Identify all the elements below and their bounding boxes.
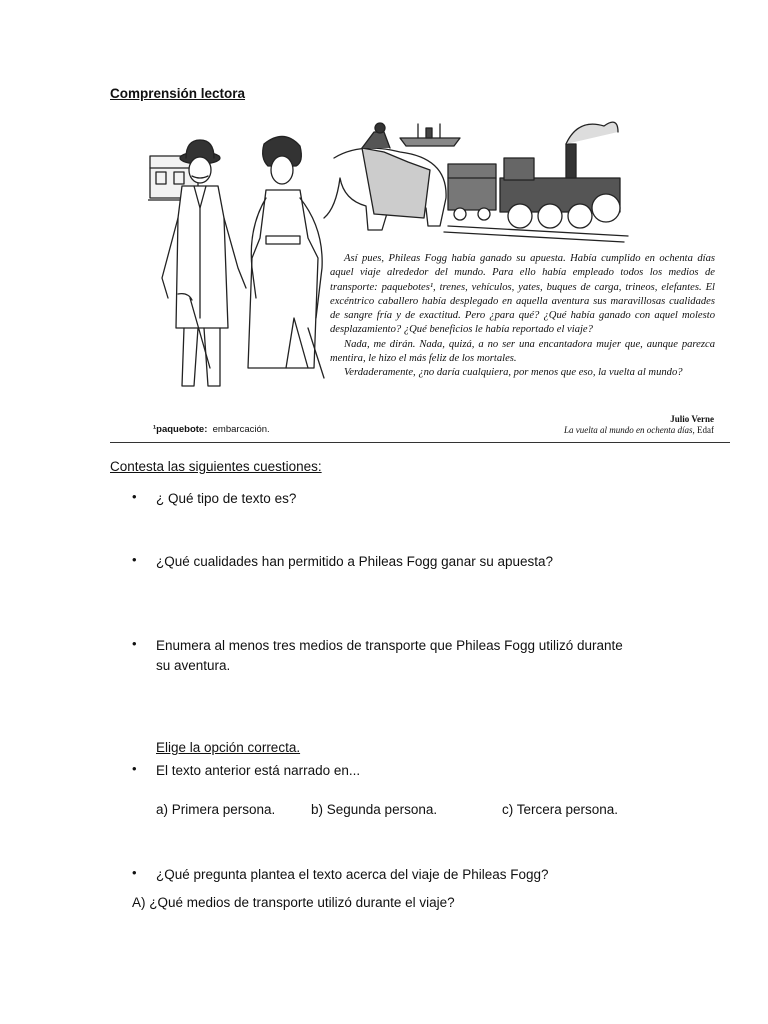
reading-passage	[330, 252, 715, 381]
steam-train-drawing	[444, 122, 628, 242]
bullet-icon: •	[132, 552, 137, 567]
bullet-icon: •	[132, 489, 137, 504]
page-title: Comprensión lectora	[110, 86, 246, 101]
bullet-icon: •	[132, 761, 137, 776]
passage-paragraph: Nada, me dirán. Nada, quizá, a no ser una encantadora mujer que, aunque parezca mentira, le hizo el más feliz de los mortales.	[330, 338, 715, 365]
bullet-icon: •	[132, 865, 137, 880]
passage-author: Julio Verne	[670, 414, 714, 424]
option-c[interactable]: c) Tercera persona.	[502, 802, 619, 817]
choose-option-heading: Elige la opción correcta.	[156, 740, 301, 755]
question-1: ¿ Qué tipo de texto es?	[156, 491, 297, 506]
steamship-drawing	[400, 124, 460, 146]
publisher: , Edaf	[692, 425, 714, 435]
book-title: La vuelta al mundo en ochenta días	[564, 425, 693, 435]
question-2: ¿Qué cualidades han permitido a Phileas Fogg ganar su apuesta?	[156, 554, 554, 569]
passage-paragraph: Verdaderamente, ¿no daría cualquiera, por menos que eso, la vuelta al mundo?	[344, 367, 683, 379]
bullet-icon: •	[132, 636, 137, 651]
question-3: Enumera al menos tres medios de transporte que Phileas Fogg utilizó durante su aventura.	[156, 638, 623, 673]
footnote-definition: embarcación.	[212, 424, 270, 435]
option-a[interactable]: a) Primera persona.	[156, 802, 276, 817]
footnote	[153, 424, 270, 435]
passage-paragraph: Así pues, Phileas Fogg había ganado su apuesta. Había cumplido en ochenta días aquel viaje alrededor del mundo. Para ello había empleado todos los medios de transporte: paquebotes¹, trenes, vehículos, yates, buques de carga, trineos, elefantes. El excéntrico caballero había desplegado en aquella aventura sus maravillosas cualidades de sangre fría y de exactitud. Pero ¿para qué? ¿Qué había ganado con aquel molesto desplazamiento? ¿Qué beneficios le había reportado el viaje?	[330, 253, 715, 336]
section-divider	[110, 442, 730, 443]
instructions-heading: Contesta las siguientes cuestiones:	[110, 459, 322, 474]
option-b[interactable]: b) Segunda persona.	[311, 802, 438, 817]
question-5: ¿Qué pregunta plantea el texto acerca del viaje de Phileas Fogg?	[156, 867, 549, 882]
question-4: El texto anterior está narrado en...	[156, 763, 361, 778]
woman-figure-drawing	[248, 136, 324, 378]
passage-source	[564, 425, 714, 435]
question-5-option-a[interactable]: A) ¿Qué medios de transporte utilizó durante el viaje?	[132, 895, 455, 910]
footnote-term: ¹paquebote:	[153, 424, 208, 435]
